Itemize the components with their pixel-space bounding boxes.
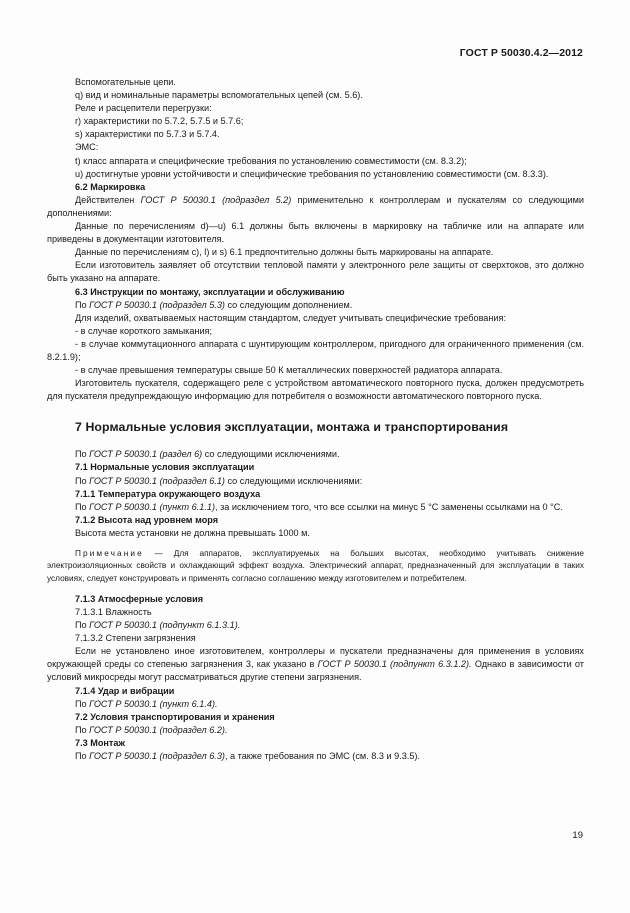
subheading: 7.1.3.1 Влажность [75,606,152,617]
text: По [75,299,90,310]
document-body [47,76,584,763]
paragraph [47,724,584,737]
list-item-u: u) достигнутые уровни устойчивости и специфические требования по установлению совместимости (см. 8.3.3). [75,168,549,179]
paragraph [47,619,584,632]
reference: ГОСТ Р 50030.1 (раздел 6) [89,449,203,460]
text: По [75,475,90,486]
paragraph [47,194,584,220]
paragraph [47,698,584,711]
list-item-r: r) характеристики по 5.7.2, 5.7.5 и 5.7.6; [75,116,244,127]
paragraph: Высота места установки не должна превышать 1000 м. [75,527,310,538]
heading-6-2: 6.2 Маркировка [75,181,146,192]
paragraph: ЭМС: [75,142,99,153]
reference: ГОСТ Р 50030.1 (подраздел 6.1) [89,475,225,486]
list-item: - в случае коммутационного аппарата с шунтирующим контроллером, пригодного для ограниченного применения (см. 8.2.1.9); [47,338,584,362]
text: Однако в зависимости от условий микросреды могут рассматриваться другие степени загрязнения. [47,659,584,683]
paragraph [47,299,584,312]
page-number: 19 [572,830,583,841]
text: со следующими исключениями. [202,449,340,460]
list-item-q: q) вид и номинальные параметры вспомогательных цепей (см. 5.6). [75,90,363,101]
paragraph: Вспомогательные цепи. [75,77,176,87]
paragraph: Изготовитель пускателя, содержащего реле с устройством автоматического повторного пуска, должен предусмотреть для пускателя предупреждающую информацию для потребителя о возможности автоматического повторного пуска. [47,378,584,402]
text: , а также требования по ЭМС (см. 8.3 и 9.3.5). [224,751,420,762]
note-label: Примечание [75,549,144,558]
list-item: - в случае превышения температуры свыше 50 К металлических поверхностей радиатора аппарата. [75,365,503,376]
heading-7-2: 7.2 Условия транспортирования и хранения [75,711,275,722]
text: применительно к контроллерам и пускателям со следующими дополнениями: [47,194,584,218]
list-item-s: s) характеристики по 5.7.3 и 5.7.4. [75,129,220,140]
paragraph [47,475,584,488]
reference: ГОСТ Р 50030.1 (пункт 6.1.1) [89,501,215,512]
paragraph [47,750,584,763]
paragraph: Данные по перечислениям d)—u) 6.1 должны быть включены в маркировку на табличке или на аппарате или приведены в документации изготовителя. [47,221,584,245]
paragraph: Если изготовитель заявляет об отсутствии тепловой памяти у электронного реле защиты от сверхтоков, это должно быть указано на аппарате. [47,260,584,284]
reference: ГОСТ Р 50030.1 (подраздел 5.3) [89,299,225,310]
heading-7-3: 7.3 Монтаж [75,737,125,748]
text: со следующим дополнением. [224,299,353,310]
list-item: - в случае короткого замыкания; [75,325,213,336]
reference: ГОСТ Р 50030.1 (подраздел 6.2). [89,724,228,735]
paragraph [47,645,584,684]
text: По [75,449,90,460]
note [47,548,584,585]
list-item-t: t) класс аппарата и специфические требования по установлению совместимости (см. 8.3.2); [75,155,467,166]
subheading: 7.1.3.2 Степени загрязнения [75,633,196,644]
paragraph [47,501,584,514]
heading-section-7: 7 Нормальные условия эксплуатации, монтажа и транспортирования [75,420,509,435]
text: со следующими исключениями: [224,475,363,486]
text: Действителен [75,194,141,205]
document-header: ГОСТ Р 50030.4.2—2012 [459,47,583,59]
reference: ГОСТ Р 50030.1 (подраздел 5.2) [140,194,292,205]
paragraph: Для изделий, охватываемых настоящим стандартом, следует учитывать специфические требования: [75,312,506,323]
text: По [75,501,90,512]
reference: ГОСТ Р 50030.1 (подраздел 6.3) [89,751,225,762]
text: По [75,620,90,631]
heading-7-1-1: 7.1.1 Температура окружающего воздуха [75,488,261,499]
heading-7-1-3: 7.1.3 Атмосферные условия [75,593,204,604]
reference: ГОСТ Р 50030.1 (пункт 6.1.4). [89,698,218,709]
reference: ГОСТ Р 50030.1 (подпункт 6.1.3.1). [89,620,241,631]
text: По [75,751,90,762]
heading-7-1-4: 7.1.4 Удар и вибрации [75,685,175,696]
reference: ГОСТ Р 50030.1 (подпункт 6.3.1.2). [317,659,472,670]
paragraph: Данные по перечислениям с), l) и s) 6.1 предпочтительно должны быть маркированы на аппарате. [75,247,494,258]
note-text: — Для аппаратов, эксплуатируемых на больших высотах, необходимо учитывать снижение электроизоляционных свойств и охлаждающий эффект воздуха. Электрический аппарат, предназначенный для эксплуатации в таких условиях, следует конструировать и применять согласно соглашению между изготовителем и потребителем. [47,549,584,583]
text: По [75,724,90,735]
heading-6-3: 6.3 Инструкции по монтажу, эксплуатации и обслуживанию [75,286,345,297]
text: Если не установлено иное изготовителем, контроллеры и пускатели предназначены для применения в условиях окружающей среды со степенью загрязнения 3, как указано в [47,646,584,670]
text: , за исключением того, что все ссылки на минус 5 °С заменены ссылками на 0 °С. [215,501,563,512]
heading-7-1-2: 7.1.2 Высота над уровнем моря [75,514,219,525]
paragraph [47,448,584,461]
paragraph: Реле и расцепители перегрузки: [75,103,212,114]
text: По [75,698,90,709]
heading-7-1: 7.1 Нормальные условия эксплуатации [75,462,255,473]
